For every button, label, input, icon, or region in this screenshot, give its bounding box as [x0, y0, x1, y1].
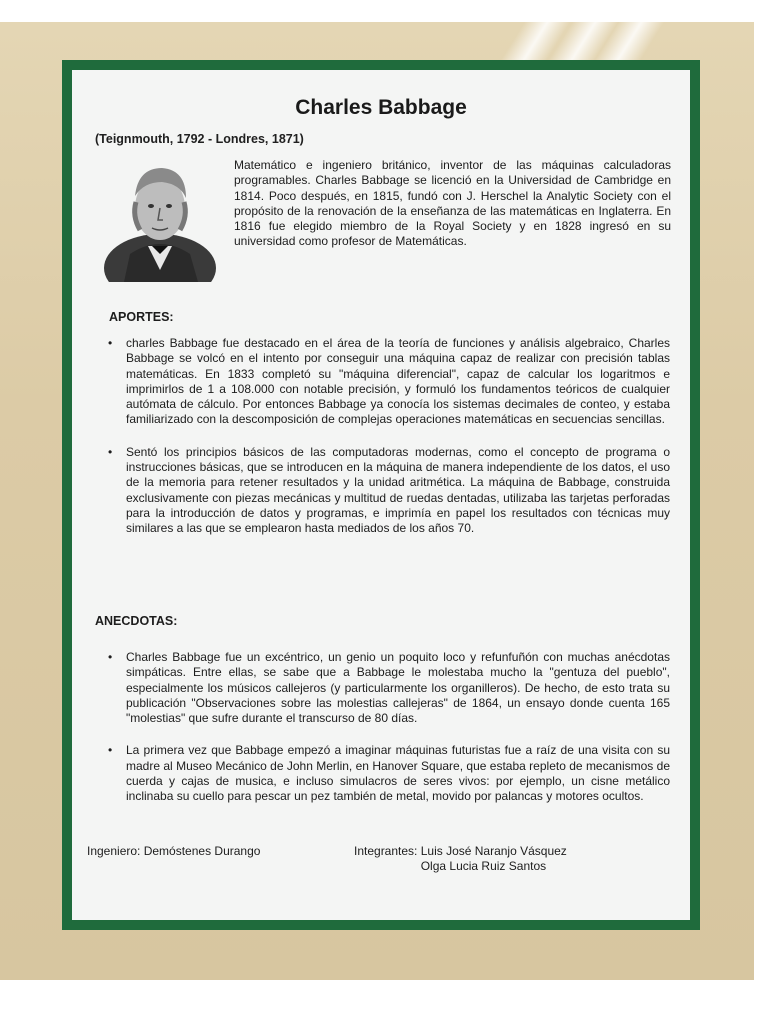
- aportes-list: [106, 336, 670, 537]
- poster-subtitle: (Teignmouth, 1792 - Londres, 1871): [95, 132, 304, 146]
- aportes-heading: APORTES:: [109, 310, 174, 324]
- list-item: • charles Babbage fue destacado en el área de la teoría de funciones y análisis algebraico, Charles Babbage se volcó en el intento por conseguir una máquina capaz de realizar con precisión tablas matemáticas. En 1833 completó su "máquina diferencial", capaz de calcular los logaritmos e imprimirlos de 1 a 108.000 con notable precisión, y formuló los fundamentos teóricos de cualquier autómata de cálculo. Por entonces Babbage ya conocía los sistemas decimales de conteo, y estaba familiarizado con la descomposición de complejas operaciones matemáticas en secuencias sencillas.: [108, 336, 670, 427]
- poster-sheet: [72, 70, 690, 920]
- anecdotas-list: [106, 650, 670, 805]
- member-name: Luis José Naranjo Vásquez: [420, 844, 567, 858]
- list-item: • La primera vez que Babbage empezó a imaginar máquinas futuristas fue a raíz de una visita con su madre al Museo Mecánico de John Merlin, en Hanover Square, que estaba repleto de mecanismos de cuerda y cajas de musica, e incluso simulacros de seres vivos: por ejemplo, un cisne metálico inclinaba su cuello para pescar un pez también de metal, movido por palancas y motores ocultos.: [108, 743, 670, 804]
- members-label: Integrantes:: [354, 844, 418, 858]
- poster-title: Charles Babbage: [295, 96, 467, 119]
- member-name: Olga Lucia Ruiz Santos: [420, 859, 547, 873]
- list-item: • Sentó los principios básicos de las computadoras modernas, como el concepto de programa o instrucciones básicas, que se introducen en la máquina de manera independiente de los datos, el uso de la memoria para retener resultados y la unidad aritmética. La máquina de Babbage, construida exclusivamente con piezas mecánicas y multitud de ruedas dentadas, utilizaba las tarjetas perforadas para la introducción de datos y programas, e imprimía en papel los resultados con técnicas muy similares a las que se emplearon hasta mediados de los años 70.: [108, 444, 670, 536]
- anecdotas-heading: ANECDOTAS:: [95, 614, 178, 628]
- engineer-credit: Ingeniero: Demóstenes Durango: [87, 844, 261, 858]
- intro-paragraph: Matemático e ingeniero británico, inventor de las máquinas calculadoras programables. Charles Babbage se licenció en la Universidad de Cambridge en 1814. Poco después, en 1815, fundó con J. Herschel la Analytic Society con el propósito de la renovación de la enseñanza de las matemáticas en Inglaterra. En 1816 fue elegido miembro de la Royal Society y en 1828 ingresó en su universidad como profesor de Matemáticas.: [234, 158, 671, 249]
- portrait-engraving-icon: [102, 150, 218, 282]
- members-names: [421, 844, 567, 874]
- members-credit: [354, 844, 567, 874]
- list-item: • Charles Babbage fue un excéntrico, un genio un poquito loco y refunfuñón con muchas anécdotas simpáticas. Entre ellas, se sabe que a Babbage le molestaba mucho la "gentuza del pueblo", especialmente los músicos callejeros (y particularmente los organilleros). De hecho, de esto trata su publicación "Observaciones sobre las molestias callejeras" de 1864, un ensayo donde cuenta 165 "molestias" que sufre durante el transcurso de 80 días.: [108, 650, 670, 726]
